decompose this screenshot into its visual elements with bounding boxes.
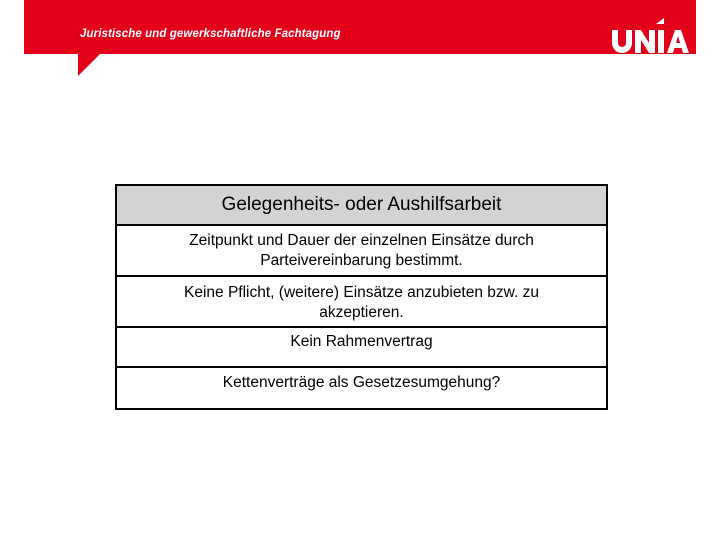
content-table bbox=[115, 184, 608, 410]
header-title: Juristische und gewerkschaftliche Fachtagung bbox=[80, 28, 341, 40]
table-row-line: Kettenverträge als Gesetzesumgehung? bbox=[222, 374, 501, 391]
header-bar bbox=[24, 0, 696, 54]
header-tab-decoration bbox=[78, 54, 100, 76]
table-heading-text: Gelegenheits- oder Aushilfsarbeit bbox=[221, 194, 502, 215]
table-row-line: Kein Rahmenvertrag bbox=[290, 333, 433, 350]
table-row bbox=[117, 326, 606, 366]
table-heading bbox=[117, 186, 606, 224]
table-row-line: Zeitpunkt und Dauer der einzelnen Einsätze durch bbox=[189, 232, 534, 249]
table-row bbox=[117, 366, 606, 408]
unia-logo-icon bbox=[610, 16, 694, 54]
table-row-line: Parteivereinbarung bestimmt. bbox=[260, 252, 463, 269]
table-row-line: akzeptieren. bbox=[319, 304, 404, 321]
table-row-line: Keine Pflicht, (weitere) Einsätze anzubieten bzw. zu bbox=[184, 284, 539, 301]
table-row bbox=[117, 224, 606, 275]
table-row bbox=[117, 275, 606, 326]
